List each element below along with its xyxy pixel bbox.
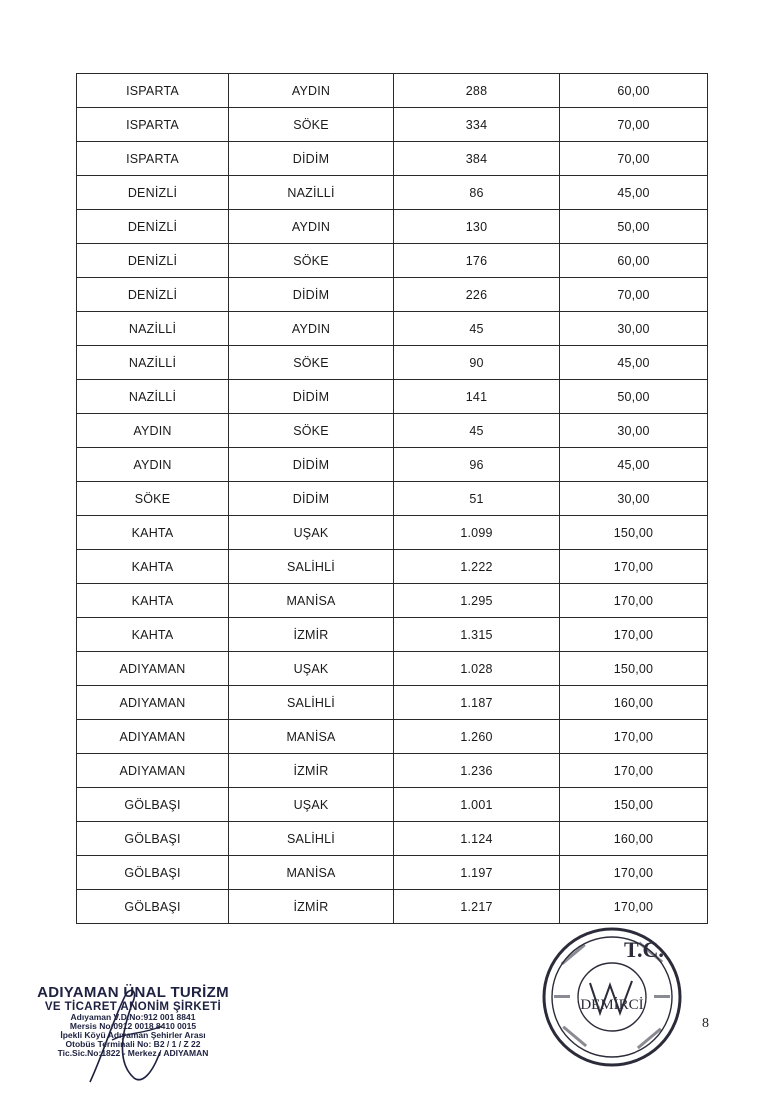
destination-cell: NAZİLLİ (229, 176, 394, 210)
company-type: VE TİCARET ANONİM ŞİRKETİ (44, 1000, 222, 1013)
origin-cell: ADIYAMAN (77, 720, 229, 754)
fare-cell: 45,00 (560, 448, 708, 482)
origin-cell: GÖLBAŞI (77, 890, 229, 924)
distance-cell: 96 (394, 448, 560, 482)
origin-cell: GÖLBAŞI (77, 856, 229, 890)
company-address-line: İpekli Köyü Adıyaman Şehirler Arası (60, 1029, 206, 1040)
fare-cell: 30,00 (560, 414, 708, 448)
origin-cell: DENİZLİ (77, 176, 229, 210)
origin-cell: ISPARTA (77, 74, 229, 108)
table-row (77, 312, 708, 346)
fare-cell: 170,00 (560, 856, 708, 890)
origin-cell: ADIYAMAN (77, 754, 229, 788)
company-registry-line: Tic.Sic.No:1822 - Merkez / ADIYAMAN (57, 1047, 209, 1058)
table-row (77, 414, 708, 448)
fare-cell: 150,00 (560, 652, 708, 686)
table-row (77, 516, 708, 550)
fare-cell: 150,00 (560, 788, 708, 822)
table-row (77, 686, 708, 720)
table-row (77, 652, 708, 686)
table-row (77, 584, 708, 618)
origin-cell: ADIYAMAN (77, 686, 229, 720)
distance-cell: 1.124 (394, 822, 560, 856)
table-row (77, 346, 708, 380)
table-row (77, 822, 708, 856)
fare-distance-table (76, 73, 708, 924)
origin-cell: KAHTA (77, 550, 229, 584)
fare-cell: 160,00 (560, 686, 708, 720)
distance-cell: 226 (394, 278, 560, 312)
distance-cell: 334 (394, 108, 560, 142)
destination-cell: MANİSA (229, 720, 394, 754)
seal-name-text: DEMİRCİ (580, 997, 644, 1013)
fare-cell: 70,00 (560, 278, 708, 312)
distance-cell: 1.001 (394, 788, 560, 822)
distance-cell: 90 (394, 346, 560, 380)
fare-cell: 70,00 (560, 108, 708, 142)
origin-cell: AYDIN (77, 414, 229, 448)
origin-cell: ISPARTA (77, 108, 229, 142)
destination-cell: SÖKE (229, 414, 394, 448)
destination-cell: UŞAK (229, 788, 394, 822)
destination-cell: DİDİM (229, 278, 394, 312)
distance-cell: 45 (394, 312, 560, 346)
company-stamp (18, 985, 248, 1057)
distance-cell: 1.099 (394, 516, 560, 550)
origin-cell: KAHTA (77, 516, 229, 550)
destination-cell: DİDİM (229, 482, 394, 516)
origin-cell: NAZİLLİ (77, 380, 229, 414)
table-row (77, 754, 708, 788)
table-row (77, 74, 708, 108)
destination-cell: SÖKE (229, 346, 394, 380)
fare-cell: 30,00 (560, 312, 708, 346)
official-seal (538, 923, 686, 1071)
table-row (77, 890, 708, 924)
distance-cell: 1.217 (394, 890, 560, 924)
destination-cell: SALİHLİ (229, 686, 394, 720)
origin-cell: DENİZLİ (77, 210, 229, 244)
distance-cell: 176 (394, 244, 560, 278)
destination-cell: İZMİR (229, 890, 394, 924)
distance-cell: 141 (394, 380, 560, 414)
table-row (77, 142, 708, 176)
company-tax-line: Adıyaman V.D.No:912 001 8841 (70, 1011, 196, 1022)
destination-cell: SALİHLİ (229, 550, 394, 584)
destination-cell: SÖKE (229, 244, 394, 278)
origin-cell: ADIYAMAN (77, 652, 229, 686)
table-row (77, 108, 708, 142)
distance-cell: 45 (394, 414, 560, 448)
origin-cell: NAZİLLİ (77, 346, 229, 380)
fare-cell: 170,00 (560, 618, 708, 652)
company-name: ADIYAMAN ÜNAL TURİZM (37, 984, 229, 1001)
fare-cell: 170,00 (560, 584, 708, 618)
distance-cell: 1.236 (394, 754, 560, 788)
destination-cell: UŞAK (229, 516, 394, 550)
origin-cell: GÖLBAŞI (77, 788, 229, 822)
origin-cell: NAZİLLİ (77, 312, 229, 346)
origin-cell: KAHTA (77, 618, 229, 652)
table-row (77, 788, 708, 822)
distance-cell: 1.197 (394, 856, 560, 890)
distance-cell: 86 (394, 176, 560, 210)
page-number: 8 (702, 1016, 709, 1031)
table-body (77, 74, 708, 924)
table-row (77, 550, 708, 584)
table-row (77, 176, 708, 210)
table-row (77, 720, 708, 754)
distance-cell: 1.315 (394, 618, 560, 652)
seal-center-text: T.C. (624, 937, 664, 962)
fare-cell: 60,00 (560, 244, 708, 278)
distance-cell: 1.260 (394, 720, 560, 754)
fare-cell: 70,00 (560, 142, 708, 176)
fare-cell: 50,00 (560, 210, 708, 244)
distance-cell: 51 (394, 482, 560, 516)
table-row (77, 856, 708, 890)
destination-cell: AYDIN (229, 74, 394, 108)
fare-cell: 60,00 (560, 74, 708, 108)
origin-cell: AYDIN (77, 448, 229, 482)
origin-cell: DENİZLİ (77, 244, 229, 278)
distance-cell: 130 (394, 210, 560, 244)
destination-cell: DİDİM (229, 448, 394, 482)
distance-cell: 1.295 (394, 584, 560, 618)
destination-cell: MANİSA (229, 584, 394, 618)
company-terminal-line: Otobüs Terminali No: B2 / 1 / Z 22 (65, 1038, 201, 1049)
company-mersis-line: Mersis No:0912 0018 8410 0015 (69, 1020, 197, 1031)
origin-cell: GÖLBAŞI (77, 822, 229, 856)
distance-cell: 1.187 (394, 686, 560, 720)
fare-cell: 170,00 (560, 754, 708, 788)
fare-cell: 30,00 (560, 482, 708, 516)
distance-cell: 1.222 (394, 550, 560, 584)
destination-cell: SALİHLİ (229, 822, 394, 856)
distance-cell: 384 (394, 142, 560, 176)
origin-cell: DENİZLİ (77, 278, 229, 312)
destination-cell: AYDIN (229, 312, 394, 346)
table-row (77, 380, 708, 414)
destination-cell: AYDIN (229, 210, 394, 244)
origin-cell: KAHTA (77, 584, 229, 618)
destination-cell: MANİSA (229, 856, 394, 890)
fare-cell: 150,00 (560, 516, 708, 550)
table-row (77, 448, 708, 482)
fare-cell: 50,00 (560, 380, 708, 414)
destination-cell: İZMİR (229, 618, 394, 652)
table-row (77, 210, 708, 244)
table-row (77, 482, 708, 516)
fare-cell: 45,00 (560, 346, 708, 380)
origin-cell: SÖKE (77, 482, 229, 516)
fare-cell: 160,00 (560, 822, 708, 856)
distance-cell: 1.028 (394, 652, 560, 686)
fare-cell: 170,00 (560, 550, 708, 584)
table-row (77, 244, 708, 278)
destination-cell: SÖKE (229, 108, 394, 142)
table-row (77, 278, 708, 312)
destination-cell: DİDİM (229, 380, 394, 414)
destination-cell: UŞAK (229, 652, 394, 686)
table-row (77, 618, 708, 652)
fare-cell: 170,00 (560, 720, 708, 754)
origin-cell: ISPARTA (77, 142, 229, 176)
fare-cell: 45,00 (560, 176, 708, 210)
destination-cell: DİDİM (229, 142, 394, 176)
destination-cell: İZMİR (229, 754, 394, 788)
distance-cell: 288 (394, 74, 560, 108)
fare-cell: 170,00 (560, 890, 708, 924)
